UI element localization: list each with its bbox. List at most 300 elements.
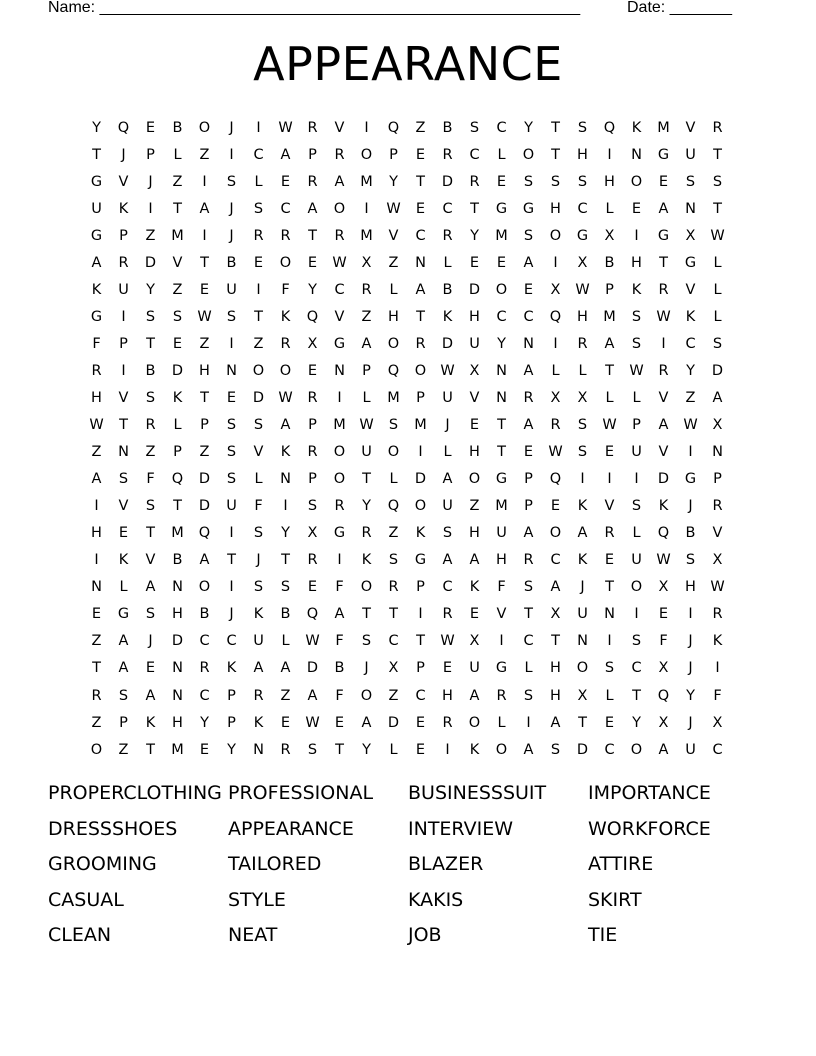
grid-letter: T: [497, 444, 506, 461]
grid-letter: T: [200, 254, 209, 271]
grid-letter: J: [688, 714, 693, 731]
word-bank-item: KAKIS: [408, 888, 464, 911]
grid-letter: Q: [306, 308, 319, 325]
grid-letter: W: [359, 417, 374, 434]
grid-letter: N: [415, 254, 426, 271]
grid-letter: X: [550, 389, 561, 406]
grid-letter: W: [548, 444, 563, 461]
grid-letter: U: [361, 444, 372, 461]
grid-letter: E: [172, 335, 183, 352]
grid-letter: R: [442, 606, 453, 623]
word-bank-item: IMPORTANCE: [588, 782, 711, 804]
grid-letter: P: [227, 687, 236, 704]
grid-letter: A: [523, 741, 534, 758]
grid-letter: A: [280, 146, 291, 163]
grid-letter: C: [469, 146, 480, 163]
grid-letter: A: [145, 579, 156, 596]
grid-letter: S: [523, 579, 534, 596]
grid-letter: K: [469, 741, 480, 758]
word-bank-item: CLEAN: [48, 924, 112, 946]
grid-letter: C: [496, 308, 507, 325]
grid-letter: Z: [199, 335, 210, 352]
grid-letter: R: [199, 660, 210, 677]
grid-letter: T: [254, 308, 263, 325]
grid-letter: R: [253, 227, 264, 244]
grid-letter: T: [362, 606, 371, 623]
grid-letter: V: [118, 498, 129, 515]
grid-letter: O: [279, 254, 292, 271]
grid-letter: H: [469, 444, 480, 461]
grid-letter: F: [146, 471, 155, 488]
grid-letter: I: [94, 552, 99, 569]
grid-letter: Y: [686, 362, 695, 379]
grid-letter: I: [202, 173, 207, 190]
grid-letter: M: [171, 741, 184, 758]
grid-letter: E: [658, 173, 669, 190]
grid-letter: D: [198, 498, 211, 515]
grid-letter: E: [199, 281, 210, 298]
grid-letter: G: [495, 200, 508, 217]
grid-letter: C: [388, 633, 399, 650]
grid-letter: N: [334, 362, 345, 379]
grid-letter: Q: [549, 308, 562, 325]
grid-letter: S: [469, 119, 480, 136]
grid-letter: C: [685, 335, 696, 352]
grid-letter: Z: [253, 335, 264, 352]
grid-letter: R: [334, 227, 345, 244]
grid-letter: C: [523, 308, 534, 325]
grid-letter: C: [442, 200, 453, 217]
grid-letter: E: [604, 552, 615, 569]
grid-letter: O: [333, 444, 346, 461]
grid-letter: N: [604, 606, 615, 623]
grid-letter: E: [415, 146, 426, 163]
grid-letter: Y: [362, 498, 371, 515]
grid-letter: C: [199, 633, 210, 650]
grid-letter: I: [688, 444, 693, 461]
word-bank-item: TAILORED: [228, 853, 322, 875]
grid-letter: Q: [657, 687, 670, 704]
grid-letter: Y: [524, 119, 533, 136]
grid-letter: S: [388, 417, 399, 434]
grid-letter: T: [713, 146, 722, 163]
grid-letter: H: [577, 308, 588, 325]
grid-letter: B: [199, 606, 210, 623]
grid-letter: E: [415, 714, 426, 731]
grid-letter: J: [580, 579, 585, 596]
grid-letter: P: [308, 417, 317, 434]
grid-letter: R: [334, 146, 345, 163]
grid-letter: A: [145, 687, 156, 704]
grid-letter: R: [388, 579, 399, 596]
grid-letter: D: [171, 362, 184, 379]
grid-letter: X: [604, 227, 615, 244]
grid-letter: P: [362, 362, 371, 379]
grid-letter: O: [90, 741, 103, 758]
grid-letter: T: [551, 146, 560, 163]
grid-letter: R: [307, 444, 318, 461]
grid-letter: D: [414, 471, 427, 488]
grid-letter: R: [253, 687, 264, 704]
grid-letter: O: [549, 525, 562, 542]
grid-letter: D: [576, 741, 589, 758]
grid-letter: P: [200, 417, 209, 434]
grid-letter: R: [550, 417, 561, 434]
name-field: Name: ______________________________________________________: [48, 0, 581, 16]
grid-letter: S: [145, 389, 156, 406]
grid-letter: T: [416, 633, 425, 650]
grid-letter: A: [550, 579, 561, 596]
grid-letter: N: [172, 687, 183, 704]
grid-letter: P: [416, 389, 425, 406]
grid-letter: W: [656, 308, 671, 325]
grid-letter: O: [630, 579, 643, 596]
grid-letter: M: [495, 498, 508, 515]
grid-letter: S: [253, 417, 264, 434]
grid-letter: H: [91, 525, 102, 542]
grid-letter: V: [685, 119, 696, 136]
grid-letter: A: [604, 335, 615, 352]
grid-letter: C: [415, 227, 426, 244]
grid-letter: I: [337, 552, 342, 569]
grid-letter: B: [172, 552, 183, 569]
word-bank-item: DRESSSHOES: [48, 817, 178, 840]
grid-letter: A: [307, 687, 318, 704]
grid-letter: G: [90, 173, 103, 190]
grid-letter: D: [144, 254, 157, 271]
grid-letter: O: [360, 146, 373, 163]
grid-letter: J: [256, 552, 261, 569]
grid-letter: K: [685, 308, 696, 325]
grid-letter: J: [229, 200, 234, 217]
grid-letter: Z: [361, 308, 372, 325]
grid-letter: F: [713, 687, 722, 704]
grid-letter: J: [229, 227, 234, 244]
grid-letter: O: [333, 200, 346, 217]
grid-letter: E: [307, 254, 318, 271]
grid-letter: E: [469, 606, 480, 623]
grid-letter: N: [172, 579, 183, 596]
grid-letter: D: [657, 471, 670, 488]
grid-letter: Z: [415, 119, 426, 136]
grid-letter: E: [118, 525, 129, 542]
grid-letter: V: [172, 254, 183, 271]
grid-letter: F: [497, 579, 506, 596]
grid-letter: H: [442, 687, 453, 704]
grid-letter: X: [550, 606, 561, 623]
grid-letter: M: [495, 227, 508, 244]
grid-letter: T: [632, 687, 641, 704]
grid-letter: O: [198, 119, 211, 136]
grid-letter: R: [91, 687, 102, 704]
grid-letter: W: [575, 281, 590, 298]
grid-letter: T: [524, 606, 533, 623]
grid-letter: H: [550, 687, 561, 704]
grid-letter: G: [576, 227, 589, 244]
grid-letter: Q: [549, 471, 562, 488]
grid-letter: T: [659, 254, 668, 271]
grid-letter: D: [171, 633, 184, 650]
grid-letter: O: [252, 362, 265, 379]
grid-letter: W: [683, 417, 698, 434]
grid-letter: N: [523, 335, 534, 352]
grid-letter: P: [605, 281, 614, 298]
grid-letter: F: [335, 633, 344, 650]
grid-letter: O: [549, 227, 562, 244]
grid-letter: X: [307, 335, 318, 352]
grid-letter: N: [253, 741, 264, 758]
grid-letter: Q: [603, 119, 616, 136]
grid-letter: A: [199, 200, 210, 217]
grid-letter: A: [469, 687, 480, 704]
grid-letter: L: [713, 308, 722, 325]
grid-letter: G: [495, 471, 508, 488]
grid-letter: T: [200, 389, 209, 406]
grid-letter: S: [577, 119, 588, 136]
grid-letter: O: [387, 444, 400, 461]
grid-letter: Y: [200, 714, 209, 731]
grid-letter: R: [658, 362, 669, 379]
grid-letter: S: [712, 335, 723, 352]
grid-letter: W: [386, 200, 401, 217]
grid-letter: E: [658, 606, 669, 623]
grid-letter: W: [332, 254, 347, 271]
grid-letter: H: [550, 660, 561, 677]
grid-letter: N: [118, 444, 129, 461]
grid-letter: A: [442, 471, 453, 488]
grid-letter: V: [658, 389, 669, 406]
grid-letter: E: [226, 389, 237, 406]
grid-letter: L: [173, 146, 182, 163]
grid-letter: K: [442, 308, 453, 325]
grid-letter: K: [172, 389, 183, 406]
grid-letter: A: [334, 606, 345, 623]
grid-letter: I: [661, 335, 666, 352]
grid-letter: K: [415, 525, 426, 542]
grid-letter: E: [604, 444, 615, 461]
grid-letter: B: [685, 525, 696, 542]
grid-letter: J: [121, 146, 126, 163]
word-bank-item: ATTIRE: [588, 853, 654, 875]
grid-letter: E: [469, 417, 480, 434]
grid-letter: O: [495, 281, 508, 298]
grid-letter: S: [685, 552, 696, 569]
grid-letter: X: [550, 281, 561, 298]
grid-letter: I: [283, 498, 288, 515]
grid-letter: F: [335, 579, 344, 596]
grid-letter: K: [145, 714, 156, 731]
grid-letter: G: [117, 606, 130, 623]
grid-letter: P: [632, 417, 641, 434]
grid-letter: R: [307, 119, 318, 136]
grid-letter: L: [605, 200, 614, 217]
grid-letter: X: [658, 714, 669, 731]
grid-letter: T: [92, 660, 101, 677]
grid-letter: P: [119, 714, 128, 731]
grid-letter: U: [226, 281, 237, 298]
grid-letter: M: [333, 417, 346, 434]
grid-letter: I: [553, 335, 558, 352]
grid-letter: G: [414, 552, 427, 569]
grid-letter: K: [577, 498, 588, 515]
grid-letter: V: [496, 606, 507, 623]
grid-letter: E: [145, 119, 156, 136]
grid-letter: L: [119, 579, 128, 596]
grid-letter: T: [173, 498, 182, 515]
word-bank-item: GROOMING: [48, 853, 157, 875]
grid-letter: A: [280, 660, 291, 677]
grid-letter: I: [526, 714, 531, 731]
grid-letter: I: [364, 119, 369, 136]
grid-letter: V: [334, 308, 345, 325]
grid-letter: L: [713, 281, 722, 298]
grid-letter: L: [551, 362, 560, 379]
grid-letter: N: [712, 444, 723, 461]
grid-letter: Z: [388, 525, 399, 542]
grid-letter: E: [496, 173, 507, 190]
grid-letter: V: [658, 444, 669, 461]
grid-letter: D: [198, 471, 211, 488]
grid-letter: O: [522, 146, 535, 163]
grid-letter: K: [280, 444, 291, 461]
grid-letter: S: [145, 498, 156, 515]
grid-letter: S: [442, 525, 453, 542]
grid-letter: O: [360, 687, 373, 704]
grid-letter: Z: [145, 444, 156, 461]
grid-letter: I: [121, 308, 126, 325]
grid-letter: S: [631, 308, 642, 325]
grid-letter: M: [360, 227, 373, 244]
grid-letter: Z: [91, 444, 102, 461]
word-bank: [48, 779, 768, 957]
grid-letter: D: [711, 362, 724, 379]
grid-letter: A: [118, 633, 129, 650]
grid-letter: S: [253, 200, 264, 217]
grid-letter: A: [523, 525, 534, 542]
grid-letter: T: [146, 335, 155, 352]
grid-letter: W: [197, 308, 212, 325]
grid-letter: V: [604, 498, 615, 515]
grid-letter: R: [604, 525, 615, 542]
grid-letter: X: [577, 254, 588, 271]
grid-letter: L: [605, 687, 614, 704]
grid-letter: I: [688, 606, 693, 623]
letter-grid: [83, 114, 731, 763]
grid-letter: P: [119, 227, 128, 244]
word-bank-item: INTERVIEW: [408, 817, 513, 840]
grid-letter: G: [522, 200, 535, 217]
grid-letter: E: [280, 173, 291, 190]
grid-letter: X: [712, 714, 723, 731]
grid-letter: E: [550, 498, 561, 515]
word-bank-item: PROFESSIONAL: [228, 782, 374, 804]
grid-letter: D: [468, 281, 481, 298]
grid-letter: R: [712, 498, 723, 515]
grid-letter: Z: [199, 146, 210, 163]
grid-letter: P: [416, 660, 425, 677]
grid-letter: M: [387, 389, 400, 406]
grid-letter: C: [199, 687, 210, 704]
grid-letter: L: [632, 525, 641, 542]
grid-letter: P: [524, 471, 533, 488]
grid-letter: H: [496, 552, 507, 569]
grid-letter: T: [416, 173, 425, 190]
grid-letter: R: [280, 335, 291, 352]
grid-letter: S: [226, 471, 237, 488]
grid-letter: E: [496, 254, 507, 271]
grid-letter: O: [387, 335, 400, 352]
worksheet-header: [48, 0, 748, 18]
grid-letter: T: [605, 579, 614, 596]
grid-letter: G: [684, 471, 697, 488]
grid-letter: H: [604, 173, 615, 190]
grid-letter: R: [658, 281, 669, 298]
grid-letter: B: [442, 281, 453, 298]
grid-letter: P: [416, 579, 425, 596]
grid-letter: C: [577, 200, 588, 217]
grid-letter: X: [658, 579, 669, 596]
grid-letter: S: [118, 471, 129, 488]
grid-letter: B: [604, 254, 615, 271]
grid-letter: B: [145, 362, 156, 379]
grid-letter: L: [443, 444, 452, 461]
grid-letter: X: [658, 660, 669, 677]
grid-letter: R: [118, 254, 129, 271]
grid-letter: M: [171, 227, 184, 244]
grid-letter: K: [631, 119, 642, 136]
grid-letter: X: [388, 660, 399, 677]
grid-letter: Q: [387, 362, 400, 379]
grid-letter: I: [553, 254, 558, 271]
grid-letter: S: [307, 498, 318, 515]
grid-letter: A: [550, 714, 561, 731]
grid-letter: W: [710, 579, 725, 596]
grid-letter: C: [442, 579, 453, 596]
grid-letter: J: [445, 417, 450, 434]
grid-letter: I: [607, 146, 612, 163]
grid-letter: P: [119, 335, 128, 352]
grid-letter: S: [631, 498, 642, 515]
grid-letter: L: [254, 471, 263, 488]
grid-letter: F: [335, 687, 344, 704]
grid-letter: R: [334, 498, 345, 515]
grid-letter: E: [145, 660, 156, 677]
grid-letter: I: [364, 200, 369, 217]
grid-letter: J: [148, 633, 153, 650]
grid-letter: U: [685, 146, 696, 163]
grid-letter: A: [442, 552, 453, 569]
grid-letter: D: [252, 389, 265, 406]
grid-letter: G: [90, 308, 103, 325]
grid-letter: V: [118, 389, 129, 406]
grid-letter: D: [387, 714, 400, 731]
grid-letter: H: [388, 308, 399, 325]
grid-letter: C: [550, 552, 561, 569]
grid-letter: S: [577, 444, 588, 461]
grid-letter: I: [337, 389, 342, 406]
grid-letter: I: [148, 200, 153, 217]
grid-letter: W: [89, 417, 104, 434]
grid-letter: T: [551, 633, 560, 650]
grid-letter: Y: [497, 335, 506, 352]
grid-letter: H: [469, 308, 480, 325]
grid-letter: L: [605, 389, 614, 406]
grid-letter: Q: [198, 525, 211, 542]
grid-letter: R: [145, 417, 156, 434]
grid-letter: L: [713, 254, 722, 271]
grid-letter: O: [414, 498, 427, 515]
grid-letter: S: [226, 173, 237, 190]
